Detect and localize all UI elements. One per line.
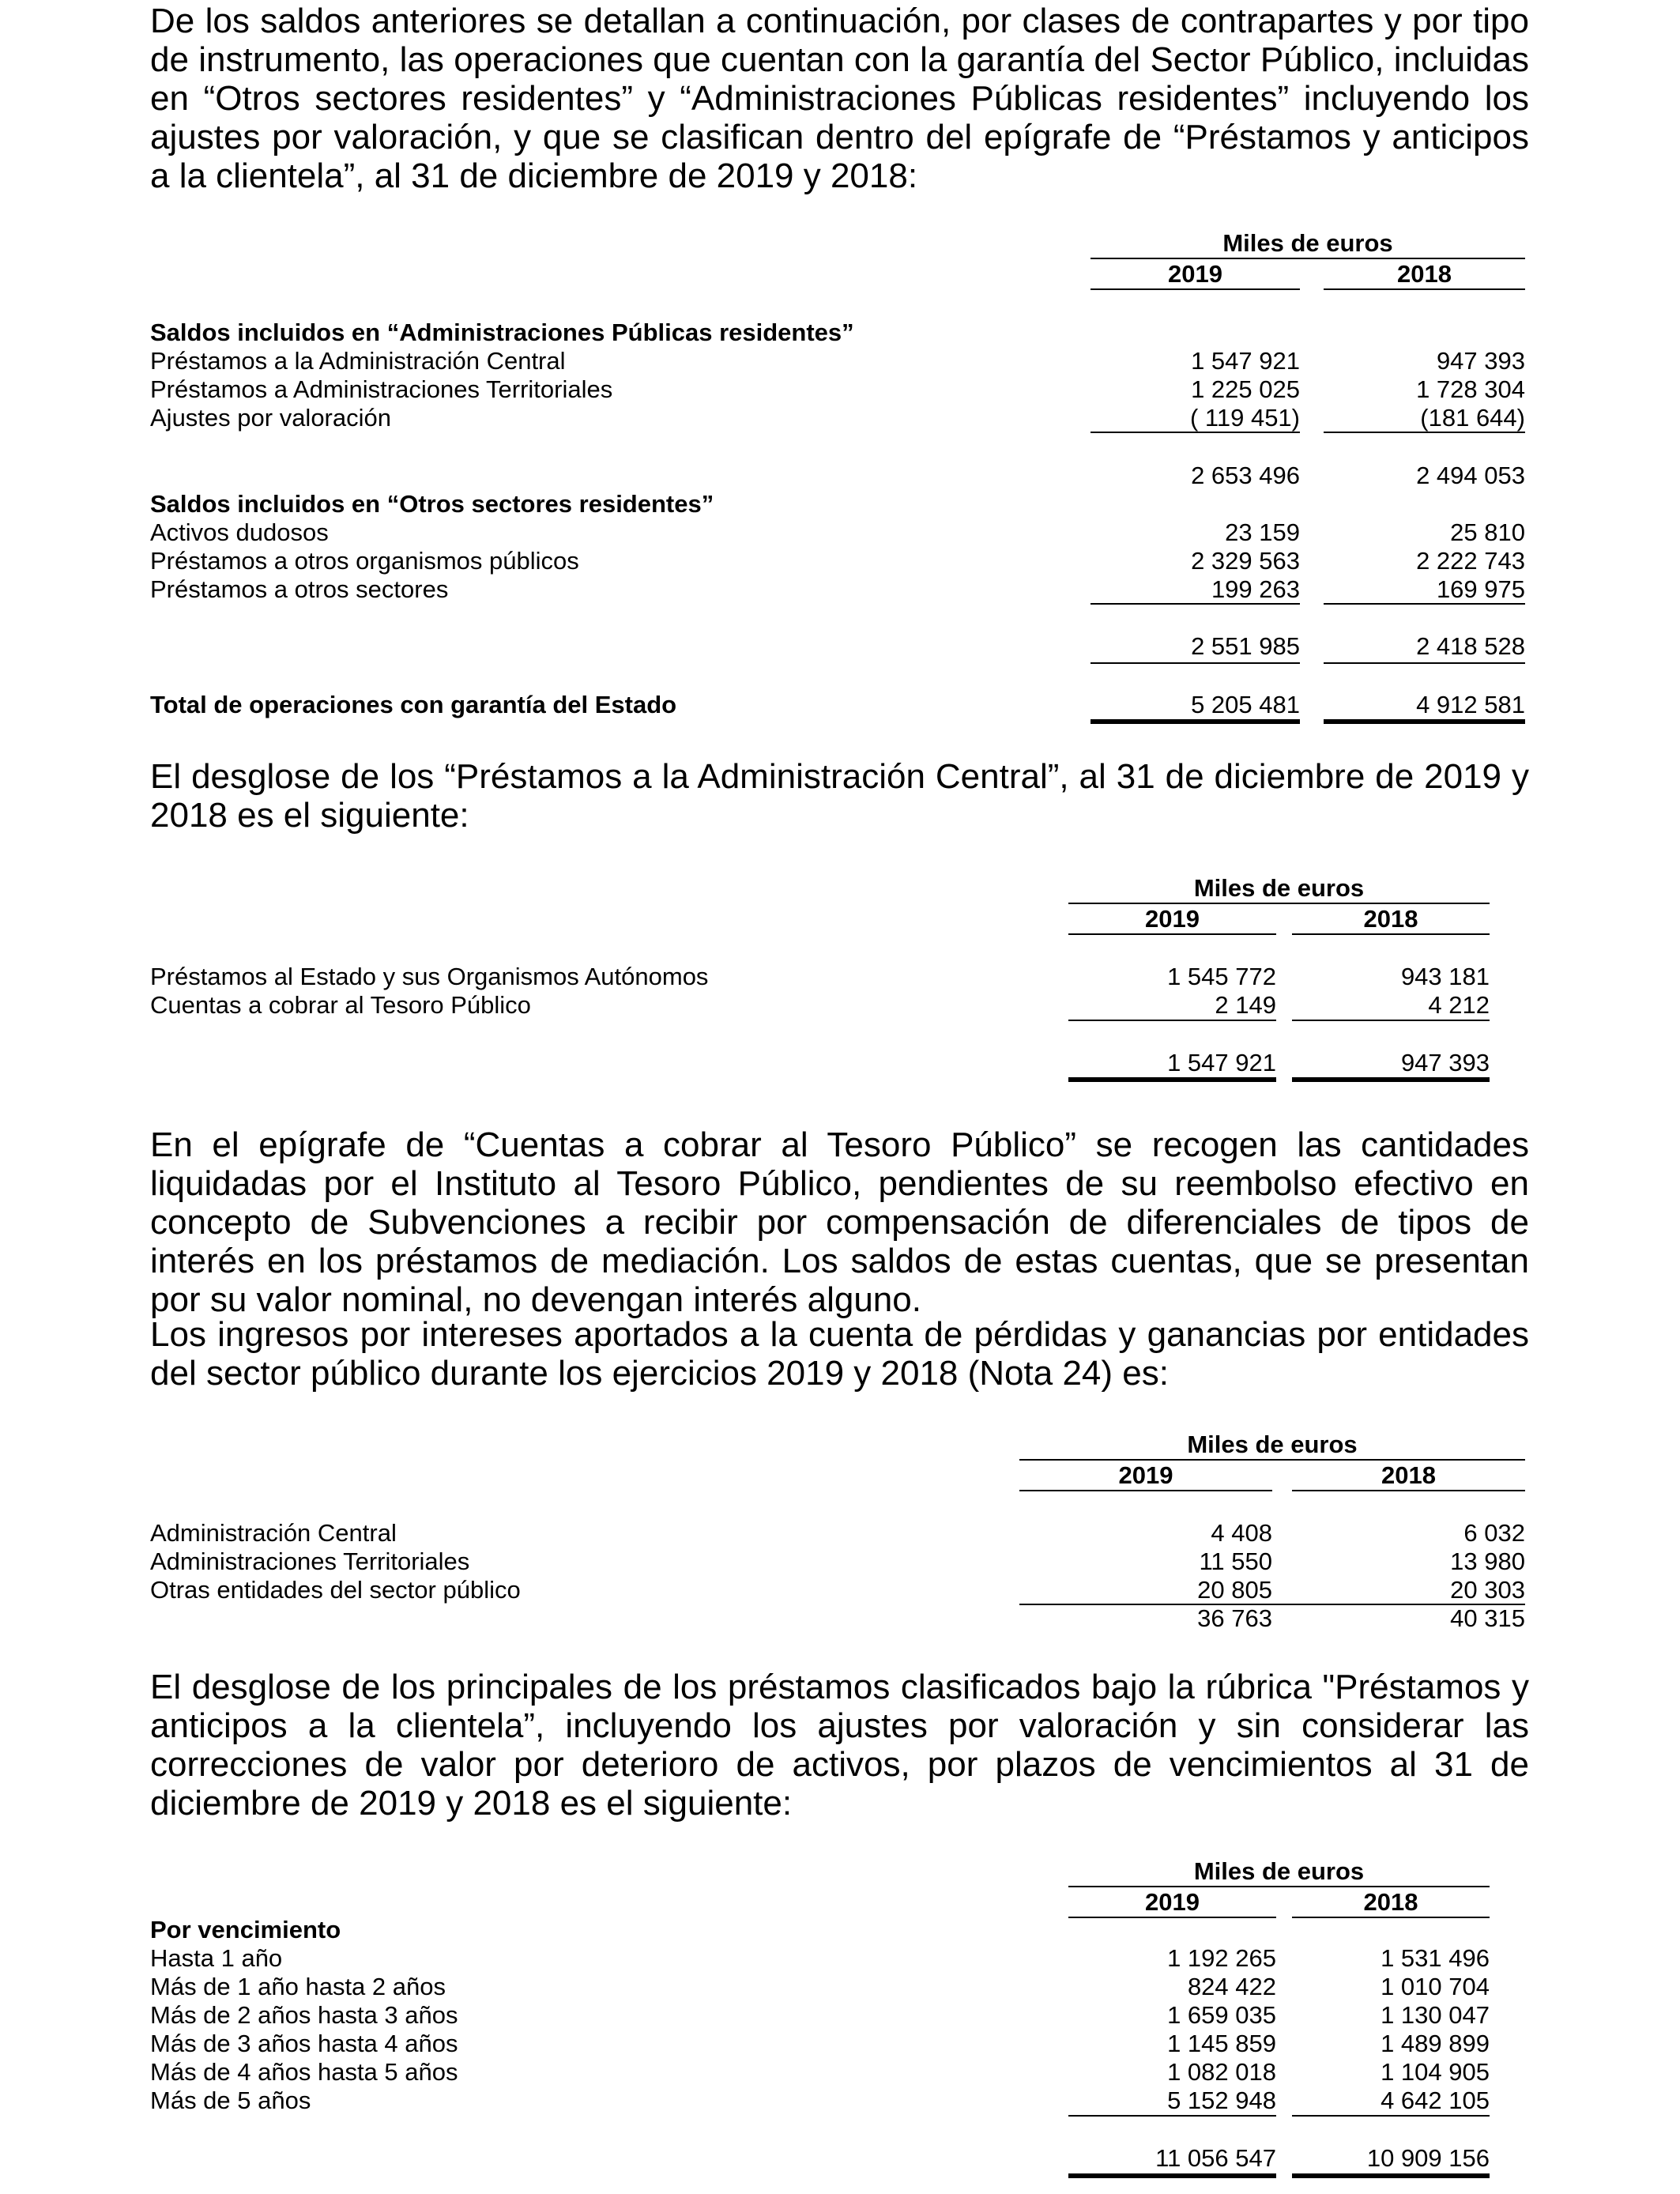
divider [1090, 288, 1300, 290]
interest-income-paragraph: Los ingresos por intereses aportados a la cuenta de pérdidas y ganancias por entidades del sector público durante los ejercicios 2019 y 2018 (Nota 24) es: [150, 1315, 1529, 1393]
col-header-2018: 2018 [1363, 1888, 1418, 1916]
divider [1292, 1020, 1490, 1021]
divider [1068, 1886, 1490, 1887]
double-underline [1324, 719, 1525, 724]
divider [1090, 662, 1300, 664]
col-header-2018: 2018 [1397, 260, 1452, 288]
divider [1068, 2115, 1276, 2117]
divider [1090, 603, 1300, 605]
unit-header: Miles de euros [1222, 229, 1393, 257]
unit-header: Miles de euros [1193, 874, 1365, 902]
col-header-2018: 2018 [1381, 1461, 1436, 1489]
divider [1324, 432, 1525, 433]
divider [1292, 933, 1490, 935]
col-header-2019: 2019 [1118, 1461, 1173, 1489]
double-underline [1292, 2173, 1490, 2178]
col-header-2018: 2018 [1363, 905, 1418, 933]
intro-paragraph: De los saldos anteriores se detallan a continuación, por clases de contrapartes y por tipo de instrumento, las operaciones que cuentan con la garantía del Sector Público, incluidas en “Otros sectores residentes” y “Administraciones Públicas residentes” incluyendo los ajustes por valoración, y que se clasifican dentro del epígrafe de “Préstamos y anticipos a la clientela”, al 31 de diciembre de 2019 y 2018: [150, 2, 1529, 195]
divider [1019, 1459, 1525, 1461]
divider [1068, 1020, 1276, 1021]
divider [1090, 258, 1525, 259]
divider [1292, 1490, 1525, 1491]
divider [1068, 903, 1490, 904]
treasury-paragraph: En el epígrafe de “Cuentas a cobrar al Tesoro Público” se recogen las cantidades liquidadas por el Instituto al Tesoro Público, pendientes de su reembolso efectivo en concepto de Subvenciones a recibir por compensación de diferenciales de tipos de interés en los préstamos de mediación. Los saldos de estas cuentas, que se presentan por su valor nominal, no devengan interés alguno. [150, 1125, 1529, 1319]
breakdown-paragraph: El desglose de los “Préstamos a la Administración Central”, al 31 de diciembre de 2019 y 2018 es el siguiente: [150, 757, 1529, 835]
divider [1324, 288, 1525, 290]
col-header-2019: 2019 [1168, 260, 1222, 288]
double-underline [1292, 1077, 1490, 1082]
divider [1324, 603, 1525, 605]
double-underline [1068, 2173, 1276, 2178]
divider [1090, 432, 1300, 433]
divider [1292, 2115, 1490, 2117]
divider [1292, 1917, 1490, 1918]
divider [1324, 662, 1525, 664]
divider [1019, 1490, 1272, 1491]
double-underline [1068, 1077, 1276, 1082]
divider [1068, 1917, 1276, 1918]
col-header-2019: 2019 [1145, 1888, 1200, 1916]
col-header-2019: 2019 [1145, 905, 1200, 933]
unit-header: Miles de euros [1193, 1857, 1365, 1885]
unit-header: Miles de euros [1187, 1431, 1358, 1458]
maturity-paragraph: El desglose de los principales de los préstamos clasificados bajo la rúbrica "Préstamos y anticipos a la clientela”, incluyendo los ajustes por valoración y sin considerar las correcciones de valor por deterioro de activos, por plazos de vencimientos al 31 de diciembre de 2019 y 2018 es el siguiente: [150, 1668, 1529, 1823]
divider [1068, 933, 1276, 935]
double-underline [1090, 719, 1300, 724]
